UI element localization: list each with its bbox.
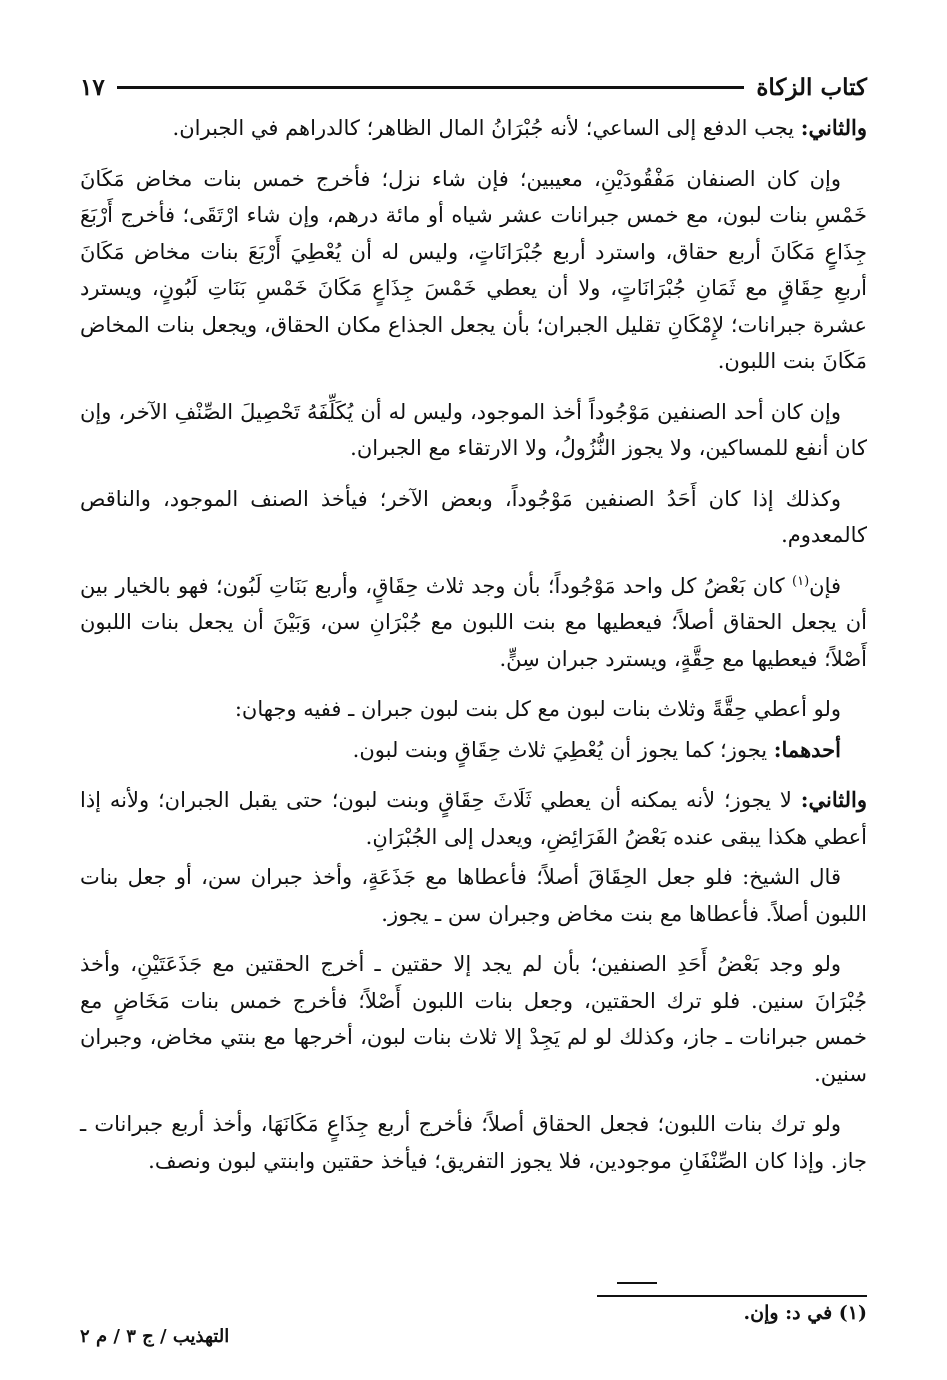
header-rule — [117, 86, 745, 89]
paragraph-text: ولو ترك بنات اللبون؛ فجعل الحقاق أصلاً؛ فأخرج أربع جِذَاعٍ مَكَانَهَا، وأخذ أربع جبرانات ـ جاز. وإذا كان الصِّنْفَانِ موجودين، فلا يجوز التفريق؛ فيأخذ حقتين وابنتي لبون ونصف. — [80, 1112, 867, 1173]
running-title: كتاب الزكاة — [756, 73, 867, 101]
paragraph-lead: والثاني: — [800, 115, 867, 140]
paragraph-2 — [80, 161, 867, 380]
paragraph-1 — [80, 110, 867, 147]
paragraph-text: وكذلك إذا كان أَحَدُ الصنفين مَوْجُوداً، وبعض الآخر؛ فيأخذ الصنف الموجود، والناقص كالمعدوم. — [80, 486, 867, 547]
paragraph-text: وإن كان أحد الصنفين مَوْجُوداً أخذ الموجود، وليس له أن يُكَلِّفَهُ تَحْصِيلَ الصِّنْفِ الآخر، وإن كان أنفع للمساكين، ولا يجوز النُّزُولُ، ولا الارتقاء مع الجبران. — [80, 399, 867, 460]
paragraph-text: كان بَعْضُ كل واحد مَوْجُوداً؛ بأن وجد ثلاث حِقَاقٍ، وأربع بَنَاتِ لَبُون؛ فهو بالخيار بين أن يجعل الحقاق أصلاً؛ فيعطيها مع بنت اللبون مع جُبْرَانِ سن، وَبَيْنَ أن يجعل بنات اللبون أَصْلاً؛ فيعطيها مع حِقَّةٍ، ويسترد جبران سِنٍّ. — [80, 573, 867, 671]
footnote-separator — [597, 1295, 867, 1297]
paragraph-8 — [80, 782, 867, 855]
body-text — [80, 110, 867, 1193]
paragraph-9 — [80, 859, 867, 932]
paragraph-lead: والثاني: — [800, 787, 867, 812]
footnote-separator-mark — [617, 1282, 657, 1284]
paragraph-7 — [80, 732, 867, 769]
paragraph-6 — [80, 691, 867, 728]
paragraph-text-before: فإن — [809, 573, 841, 598]
paragraph-text: ولو أعطي حِقَّةً وثلاث بنات لبون مع كل بنت لبون جبران ـ ففيه وجهان: — [234, 697, 841, 721]
paragraph-text: يجوز؛ كما يجوز أن يُعْطِيَ ثلاث حِقَاقٍ وبنت لبون. — [352, 737, 774, 762]
paragraph-5 — [80, 568, 867, 678]
page-number: ١٧ — [80, 73, 105, 101]
footnote-marker: (١) — [792, 573, 810, 589]
footnote: (١) في د: وإن. — [743, 1302, 867, 1324]
paragraph-text: لا يجوز؛ لأنه يمكنه أن يعطي ثَلَاثَ حِقَاقٍ وبنت لبون؛ حتى يقبل الجبران؛ ولأنه إذا أعطي هكذا يبقى عنده بَعْضُ الفَرَائِضِ، ويعدل إلى الجُبْرَانِ. — [80, 788, 867, 849]
paragraph-text: يجب الدفع إلى الساعي؛ لأنه جُبْرَانُ المال الظاهر؛ كالدراهم في الجبران. — [172, 116, 801, 140]
paragraph-3 — [80, 394, 867, 467]
paragraph-text: قال الشيخ: فلو جعل الحِقَاقَ أصلاً؛ فأعطاها مع جَذَعَةٍ، وأخذ جبران سن، أو جعل بنات اللبون أصلاً. فأعطاها مع بنت مخاض وجبران سن ـ يجوز. — [80, 865, 867, 926]
paragraph-text: ولو وجد بَعْضُ أَحَدِ الصنفين؛ بأن لم يجد إلا حقتين ـ أخرج الحقتين مع جَذَعَتَيْنِ، وأخذ جُبْرَانَ سنين. فلو ترك الحقتين، وجعل بنات اللبون أَصْلاً؛ فأخرج خمس بنات مَخَاضٍ مع خمس جبرانات ـ جاز، وكذلك لو لم يَجِدْ إلا ثلاث بنات لبون، أخرجها مع بنتي مخاض، وجبران سنين. — [80, 952, 867, 1086]
paragraph-4 — [80, 481, 867, 554]
paragraph-text: وإن كان الصنفان مَفْقُودَيْنِ، معيبين؛ فإن شاء نزل؛ فأخرج خمس بنات مخاض مَكَانَ خَمْسِ بنات لبون، مع خمس جبرانات عشر شياه أو مائة درهم، وإن شاء ارْتَقَى؛ فأخرج أَرْبَعَ جِذَاعٍ مَكَانَ أربع حقاق، واسترد أربع جُبْرَانَاتٍ، وليس له أن يُعْطِيَ أَرْبَعَ بنات مخاض مَكَانَ أربعِ حِقَاقٍ مع ثَمَانِ جُبْرَانَاتٍ، ولا أن يعطي خَمْسَ جِذَاعٍ مَكَانَ خَمْسِ بَنَاتِ لَبُونٍ، ويسترد عشرة جبرانات؛ لإِمْكَانِ تقليل الجبران؛ بأن يجعل الجذاع مكان الحقاق، ويجعل بنات المخاض مَكَانَ بنت اللبون. — [80, 166, 867, 373]
volume-signature: التهذيب / ج ٣ / م ٢ — [80, 1326, 230, 1347]
paragraph-lead: أحدهما: — [773, 736, 841, 762]
page-header — [80, 70, 867, 104]
paragraph-11 — [80, 1106, 867, 1179]
paragraph-10 — [80, 946, 867, 1092]
